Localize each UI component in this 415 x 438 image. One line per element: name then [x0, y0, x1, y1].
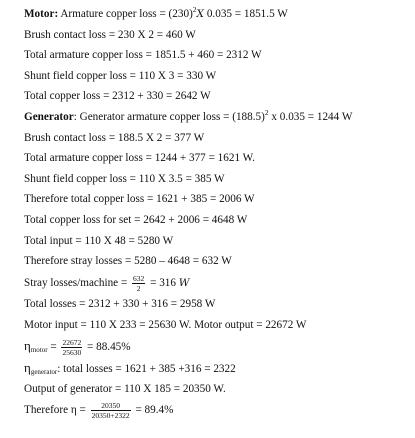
shunt-field-copper-loss-line: Shunt field copper loss = 110 X 3 = 330 W [24, 69, 217, 82]
generator-total-armature-copper-loss-line: Total armature copper loss = 1244 + 377 = 1621 W. [24, 152, 255, 165]
generator-output-line: Output of generator = 110 X 185 = 20350 W. [24, 382, 226, 395]
generator-armature-loss-line [24, 107, 415, 128]
motor-efficiency-line [24, 335, 415, 358]
stray-losses-per-machine-line [24, 272, 415, 295]
motor-armature-loss-line [24, 4, 415, 25]
total-losses-line: Total losses = 2312 + 330 + 316 = 2958 W [24, 298, 216, 311]
stray-losses-line: Therefore stray losses = 5280 – 4648 = 632 W [24, 255, 232, 268]
exponent: 2 [264, 107, 269, 117]
fraction-numerator: 20350 [91, 401, 131, 411]
total-copper-loss-line: Total copper loss = 2312 + 330 = 2642 W [24, 90, 211, 103]
eta-symbol: η [24, 359, 31, 375]
generator-efficiency-value: = 89.4% [132, 404, 174, 417]
fraction-denominator: 25630 [62, 348, 82, 358]
eta-subscript: generator [30, 367, 58, 376]
motor-label: Motor: [24, 8, 59, 20]
generator-shunt-field-copper-loss-line: Shunt field copper loss = 110 X 3.5 = 385 W [24, 172, 225, 185]
generator-efficiency-text: Therefore η = [24, 404, 89, 417]
stray-losses-per-machine-text: Stray losses/machine = [24, 276, 131, 289]
motor-input-output-line: Motor input = 110 X 233 = 25630 W. Motor output = 22672 W [24, 318, 307, 331]
total-input-line: Total input = 110 X 48 = 5280 W [24, 234, 174, 247]
generator-label: Generator [24, 110, 74, 123]
fraction-denominator: 2 [136, 283, 141, 293]
stray-losses-per-machine-value: = 316 [147, 276, 179, 289]
generator-losses-line [24, 358, 415, 379]
brush-contact-loss-line: Brush contact loss = 230 X 2 = 460 W [24, 28, 196, 41]
unit-watt: W [178, 276, 190, 289]
motor-armature-loss-value: 0.035 = 1851.5 W [204, 8, 288, 20]
exponent: 2 [192, 5, 197, 14]
generator-armature-loss-text: : Generator armature copper loss = (188.5) [73, 110, 265, 123]
fraction [61, 338, 82, 357]
total-armature-copper-loss-line: Total armature copper loss = 1851.5 + 460 = 2312 W [24, 49, 262, 62]
eta-subscript: motor [30, 346, 48, 355]
fraction-numerator: 22672 [62, 338, 82, 348]
generator-efficiency-line [24, 399, 415, 422]
motor-armature-loss-text: Armature copper loss = (230) [58, 8, 193, 20]
generator-losses-text: : total losses = 1621 + 385 +316 = 2322 [57, 362, 236, 375]
equals-sign: = [47, 341, 60, 354]
fraction-denominator: 20350+2322 [91, 411, 130, 421]
fraction [132, 274, 145, 293]
set-total-copper-loss-line: Total copper loss for set = 2642 + 2006 = 4648 W [24, 213, 248, 226]
eta-symbol: η [24, 338, 31, 354]
generator-brush-contact-loss-line: Brush contact loss = 188.5 X 2 = 377 W [24, 131, 205, 144]
fraction [91, 401, 131, 420]
motor-efficiency-value: = 88.45% [84, 341, 131, 354]
fraction-numerator: 632 [133, 273, 145, 283]
generator-total-copper-loss-line: Therefore total copper loss = 1621 + 385 = 2006 W [24, 193, 255, 206]
multiply-sign: X [196, 8, 205, 20]
generator-armature-loss-value: x 0.035 = 1244 W [268, 110, 353, 123]
